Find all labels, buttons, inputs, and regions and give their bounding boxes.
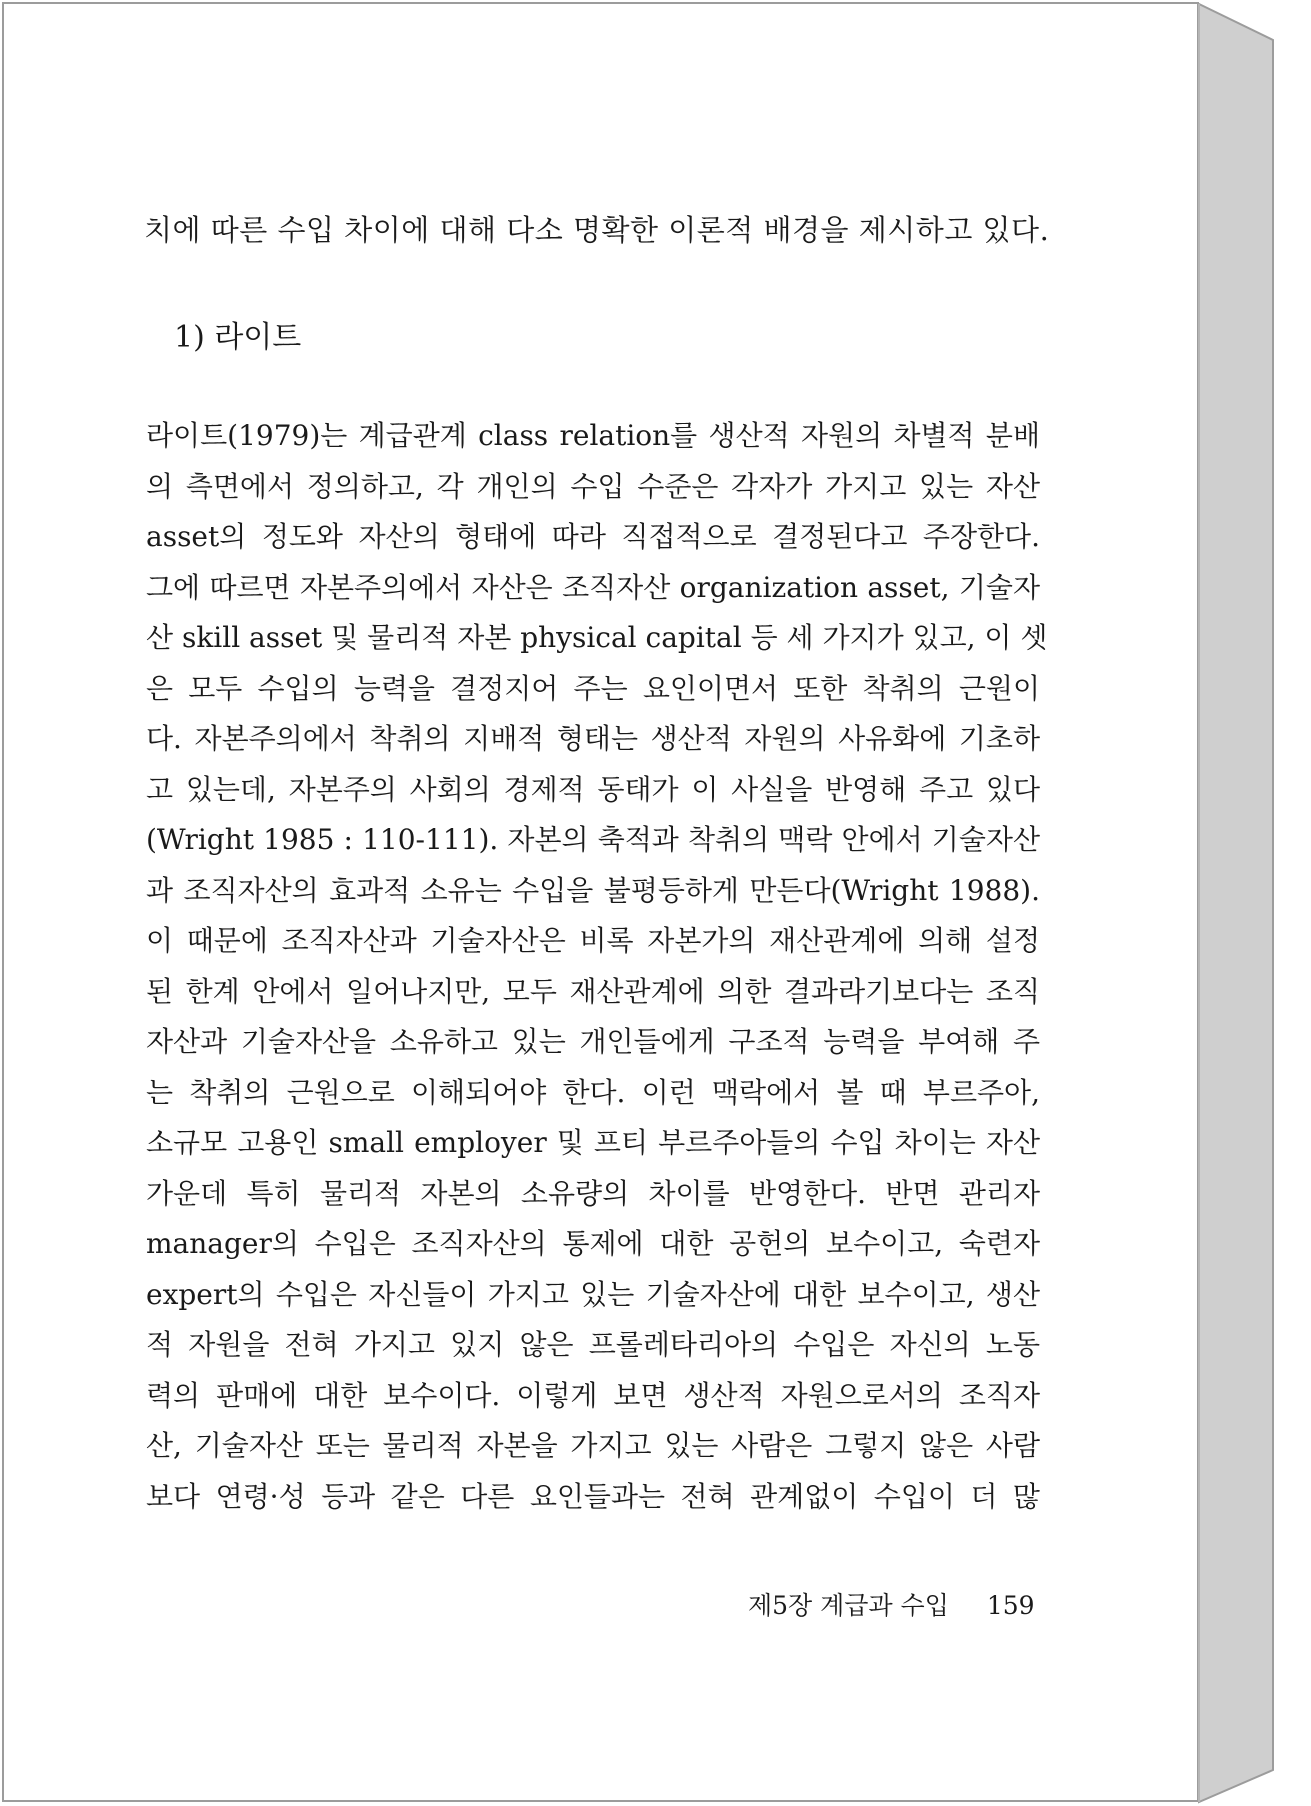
section-heading: 1) 라이트 bbox=[174, 320, 302, 355]
paragraph-line: 라이트(1979)는 계급관계 class relation를 생산적 자원의 차별적 분배 bbox=[146, 419, 1040, 452]
paragraph-line: 자산과 기술자산을 소유하고 있는 개인들에게 구조적 능력을 부여해 주 bbox=[146, 1025, 1040, 1058]
paragraph-line: 적 자원을 전혀 가지고 있지 않은 프롤레타리아의 수입은 자신의 노동 bbox=[146, 1328, 1040, 1361]
paragraph-line: manager의 수입은 조직자산의 통제에 대한 공헌의 보수이고, 숙련자 bbox=[146, 1227, 1040, 1260]
paragraph-line: 가운데 특히 물리적 자본의 소유량의 차이를 반영한다. 반면 관리자 bbox=[146, 1176, 1040, 1210]
body-paragraph bbox=[146, 411, 1048, 1522]
paragraph-line: expert의 수입은 자신들이 가지고 있는 기술자산에 대한 보수이고, 생산 bbox=[146, 1277, 1040, 1311]
paragraph-line: 소규모 고용인 small employer 및 프티 부르주아들의 수입 차이는 자산 bbox=[146, 1126, 1040, 1159]
paragraph-line: (Wright 1985 : 110-111). 자본의 축적과 착취의 맥락 안에서 기술자산 bbox=[146, 823, 1040, 856]
paragraph-line: asset의 정도와 자산의 형태에 따라 직접적으로 결정된다고 주장한다. bbox=[146, 520, 1040, 553]
page-footer bbox=[748, 1586, 1035, 1622]
paragraph-line: 그에 따르면 자본주의에서 자산은 조직자산 organization asset, 기술자 bbox=[146, 570, 1040, 604]
paragraph-line: 고 있는데, 자본주의 사회의 경제적 동태가 이 사실을 반영해 주고 있다 bbox=[146, 772, 1040, 806]
intro-line: 치에 따른 수입 차이에 대해 다소 명확한 이론적 배경을 제시하고 있다. bbox=[144, 213, 1050, 247]
paragraph-line: 과 조직자산의 효과적 소유는 수입을 불평등하게 만든다(Wright 1988). bbox=[146, 873, 1040, 907]
paragraph-line: 의 측면에서 정의하고, 각 개인의 수입 수준은 각자가 가지고 있는 자산 bbox=[146, 469, 1040, 503]
page-number: 159 bbox=[986, 1591, 1035, 1620]
paragraph-line: 은 모두 수입의 능력을 결정지어 주는 요인이면서 또한 착취의 근원이 bbox=[146, 671, 1040, 705]
paragraph-line: 된 한계 안에서 일어나지만, 모두 재산관계에 의한 결과라기보다는 조직 bbox=[146, 974, 1040, 1008]
paragraph-line: 는 착취의 근원으로 이해되어야 한다. 이런 맥락에서 볼 때 부르주아, bbox=[146, 1075, 1040, 1109]
paragraph-line: 산, 기술자산 또는 물리적 자본을 가지고 있는 사람은 그렇지 않은 사람 bbox=[146, 1429, 1040, 1462]
paragraph-line: 보다 연령·성 등과 같은 다른 요인들과는 전혀 관계없이 수입이 더 많 bbox=[146, 1479, 1040, 1513]
paragraph-line: 이 때문에 조직자산과 기술자산은 비록 자본가의 재산관계에 의해 설정 bbox=[146, 924, 1040, 957]
paragraph-line: 다. 자본주의에서 착취의 지배적 형태는 생산적 자원의 사유화에 기초하 bbox=[146, 722, 1040, 755]
paragraph-line: 산 skill asset 및 물리적 자본 physical capital 등 세 가지가 있고, 이 셋 bbox=[146, 621, 1048, 654]
paragraph-line: 력의 판매에 대한 보수이다. 이렇게 보면 생산적 자원으로서의 조직자 bbox=[146, 1378, 1040, 1412]
chapter-title: 제5장 계급과 수입 bbox=[748, 1591, 949, 1620]
